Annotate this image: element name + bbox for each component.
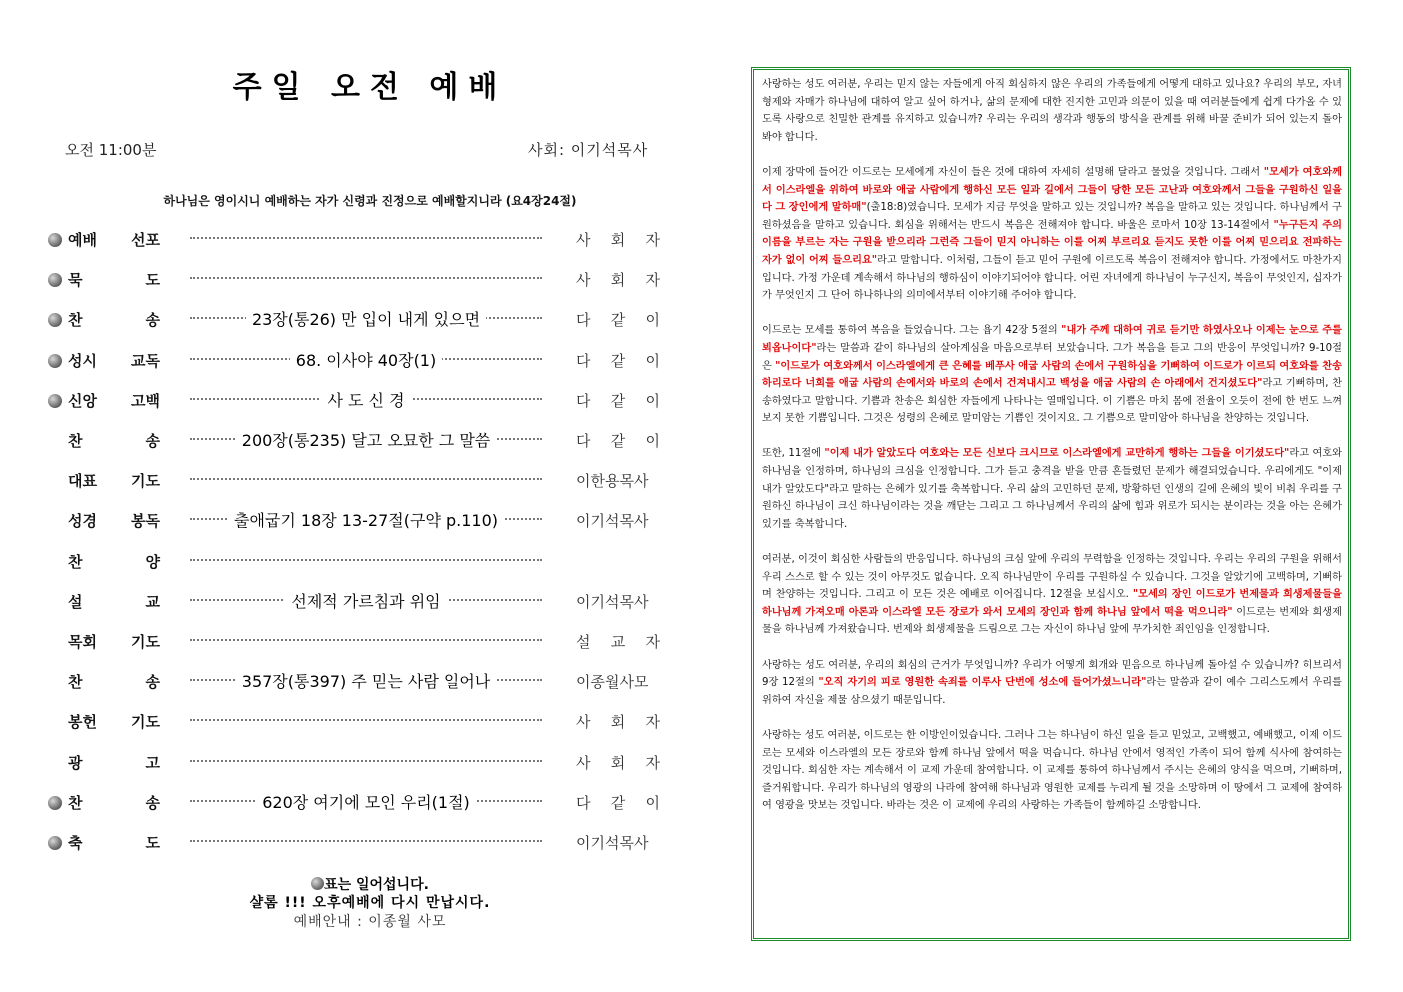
scripture-quote: "이제 내가 알았도다 여호와는 모든 신보다 크시므로 이스라엘에게 교만하게 행하는 그들을 이기셨도다" (824, 448, 1290, 460)
sermon-text: 이제 장막에 들어간 이드로는 모세에게 자신이 들은 것에 대하여 자세히 설명해 달라고 물었을 것입니다. 그래서 (762, 166, 1264, 178)
order-person-part: 이종월사모 (576, 673, 649, 692)
order-label-part: 송 (145, 311, 160, 330)
order-row (40, 506, 680, 536)
order-label-part: 송 (145, 793, 160, 812)
order-label (68, 631, 160, 652)
order-label-part: 기도 (131, 472, 160, 491)
order-person (576, 671, 660, 692)
sermon-text: 이드로는 모세를 통하여 복음을 들었습니다. 그는 욥기 42장 5절의 (762, 325, 1062, 337)
order-label-part: 양 (145, 552, 160, 571)
stand-note-text: 표는 일어섭니다. (324, 877, 429, 893)
order-label-part: 고 (145, 753, 160, 772)
order-content (190, 508, 542, 531)
order-label-part: 목회 (68, 633, 97, 651)
order-content (190, 669, 542, 692)
sermon-text: (출18:8)였습니다. 모세가 지금 무엇을 말하고 있는 것입니까? 복음을 말하고 있는 것입니다. 하나님께서 구원하셨음을 말하고 있습니다. 회심을 위해서는 반드시 복음은 전해져야 합니다. 바울은 로마서 10장 13-14절에서 (762, 202, 1342, 231)
order-person-part: 사 (576, 753, 591, 772)
order-person-part: 회 (610, 713, 626, 732)
order-person (576, 390, 660, 411)
order-label-part: 기도 (131, 633, 160, 651)
sermon-paragraph (762, 727, 1342, 815)
order-label (68, 792, 160, 813)
order-row (40, 587, 680, 617)
sermon-paragraph (762, 551, 1342, 639)
order-person-part: 이 (645, 391, 660, 410)
order-person (576, 309, 660, 330)
order-person-part: 사 (576, 231, 591, 249)
sermon-text: 사랑하는 성도 여러분, 이드로는 한 이방인이었습니다. 그러나 그는 하나님이 하신 일을 듣고 믿었고, 고백했고, 예배했고, 이제 이드로는 모세와 이스라엘의 모든 장로와 함께 하나님 앞에서 떡을 먹습니다. 하나님 안에서 영적인 가족이 되어 함께 식사에 참여하는 것입니다. 회심한 자는 계속해서 이 교제 가운데 참여합니다. 이 교제를 통하여 하나님께서 주시는 은혜의 양식을 먹으며, 기뻐하며, 즐거워합니다. 우리가 하나님의 영광의 나라에 참여해 하나님과 영원한 교제를 누리게 될 것을 소망하며 이 땅에서 그 교제에 참여하여 영광을 맛보는 것입니다. 바라는 것은 이 교제에 우리의 사랑하는 가족들이 함께하길 소망합니다. (762, 729, 1342, 812)
bullet-icon (48, 354, 62, 368)
order-person (576, 591, 660, 612)
order-label-part: 봉헌 (68, 713, 97, 732)
order-row (40, 466, 680, 496)
order-person-part: 자 (645, 753, 660, 772)
closing-greeting: 샬롬 !!! 오후예배에 다시 만납시다. (249, 895, 491, 911)
order-content-text: 출애굽기 18장 13-27절(구약 p.110) (228, 511, 504, 530)
order-content-text: 357장(통397) 주 믿는 사람 일어나 (236, 672, 496, 691)
order-person-part: 회 (610, 271, 626, 290)
order-label-part: 송 (145, 673, 160, 692)
scripture-quote: "누구든지 주의 이름을 부르는 자는 구원을 받으리라 그런즉 그들이 믿지 아니하는 이를 어찌 부르리요 듣지도 못한 이를 어찌 믿으리요 전파하는 자가 없이 어찌 들으리요" (762, 219, 1342, 266)
order-label (68, 470, 160, 491)
order-label-part: 축 (68, 834, 83, 852)
order-person-part: 같 (610, 311, 626, 330)
order-person (576, 752, 660, 773)
order-person-part: 자 (645, 271, 660, 290)
order-label-part: 고백 (131, 391, 160, 410)
order-row (40, 828, 680, 858)
order-content (190, 428, 542, 451)
order-person-part: 이 (645, 793, 660, 812)
order-label (68, 510, 160, 531)
bullet-icon (48, 394, 62, 408)
sermon-text: 라는 말씀과 같이 예수 그리스도께서 우리를 위하여 자신을 제물 삼으셨기 때문입니다. (762, 677, 1342, 706)
order-label-part: 도 (145, 834, 160, 852)
order-label (68, 430, 160, 451)
order-label-part: 교 (145, 592, 160, 611)
order-person-part: 자 (645, 633, 660, 651)
sermon-paragraph (762, 76, 1342, 146)
order-label-part: 송 (145, 432, 160, 450)
bulletin-panel (40, 0, 680, 992)
page-title: 주일 오전 예배 (232, 70, 508, 105)
order-person-part: 회 (610, 231, 626, 249)
dotted-leader (190, 840, 542, 842)
order-label (68, 591, 160, 612)
order-person-part: 이한용목사 (576, 472, 649, 491)
sermon-paragraph (762, 322, 1342, 428)
order-person-part: 이기석목사 (576, 834, 649, 852)
order-person (576, 430, 660, 451)
order-label (68, 390, 160, 411)
order-person-part: 다 (576, 351, 591, 370)
order-person-part: 이 (645, 432, 660, 450)
dotted-leader (190, 478, 542, 480)
order-row (40, 748, 680, 778)
bullet-icon (311, 877, 324, 890)
sermon-paragraph (762, 164, 1342, 305)
bullet-icon (48, 313, 62, 327)
order-person-part: 같 (610, 793, 626, 812)
order-person-part: 사 (576, 713, 591, 732)
order-row (40, 667, 680, 697)
order-person-part: 자 (645, 713, 660, 732)
order-label-part: 찬 (68, 793, 83, 812)
sermon-paragraph (762, 657, 1342, 710)
dotted-leader (190, 237, 542, 239)
order-content-text: 620장 여기에 모인 우리(1절) (256, 793, 476, 812)
order-person (576, 631, 660, 652)
order-person (576, 711, 660, 732)
sermon-text: 여러분, 이것이 회심한 사람들의 반응입니다. 하나님의 크심 앞에 우리의 무력함을 인정하는 것입니다. 우리는 우리의 구원을 위해서 우리 스스로 할 수 있는 것이 아무것도 없습니다. 오직 하나님만이 우리를 구원하실 수 있습니다. 그것을 알았기에 고백하며, 기뻐하며 찬양하는 것입니다. 그리고 이 모든 것은 예배로 이어집니다. 12절을 보십시오. (762, 554, 1342, 601)
order-person (576, 792, 660, 813)
scripture-quote: "내가 주께 대하여 귀로 듣기만 하였사오나 이제는 눈으로 주를 뵈옵나이다" (762, 325, 1342, 354)
order-label-part: 대표 (68, 472, 97, 491)
sermon-text: 이드로는 번제와 희생제물을 하나님께 가져왔습니다. 번제와 희생제물을 드림으로 그는 자신이 하나님 앞에 무가치한 죄인임을 인정합니다. (762, 606, 1342, 636)
worship-guide: 예배안내 : 이종월 사모 (293, 914, 447, 930)
sermon-text: 또한, 11절에 (762, 448, 825, 460)
sermon-text: 라는 말씀과 같이 하나님의 살아계심을 마음으로부터 보았습니다. 그가 복음을 듣고 그의 반응이 무엇입니까? 9-10절은 (762, 342, 1342, 372)
order-label (68, 551, 160, 572)
dotted-leader (190, 277, 542, 279)
order-label-part: 도 (145, 271, 160, 290)
order-person (576, 269, 660, 290)
order-content (190, 790, 542, 813)
order-row (40, 225, 680, 255)
scripture-quote: "모세가 여호와께서 이스라엘을 위하여 바로와 애굽 사람에게 행하신 모든 일과 길에서 그들이 당한 모든 고난과 여호와께서 그들을 구원하신 일을 다 그 장인에게 말하매" (762, 166, 1342, 214)
sermon-text: 사랑하는 성도 여러분, 우리는 믿지 않는 자들에게 아직 회심하지 않은 우리의 가족들에게 어떻게 대하고 있나요? 우리의 부모, 자녀 형제와 자매가 하나님에 대하여 알고 싶어 하거나, 삶의 문제에 대한 진지한 고민과 의문이 있을 때 여러분들에게 쉽게 다가올 수 있도록 사랑으로 친밀한 관계를 유지하고 있습니까? 우리는 우리의 생각과 행동의 방식을 관계를 위해 바꿀 준비가 되어 있는지 돌아봐야 합니다. (762, 79, 1342, 143)
order-label-part: 봉독 (131, 512, 160, 531)
order-person-part: 이기석목사 (576, 512, 649, 531)
order-person-part: 회 (610, 753, 626, 772)
order-person-part: 다 (576, 793, 591, 812)
order-row (40, 547, 680, 577)
service-time: 오전 11:00분 (65, 141, 157, 159)
order-label (68, 229, 160, 250)
bullet-icon (48, 233, 62, 247)
order-person (576, 350, 660, 371)
order-content (190, 348, 542, 371)
order-person-part: 같 (610, 351, 626, 370)
order-row (40, 627, 680, 657)
order-label (68, 350, 160, 371)
order-row (40, 788, 680, 818)
order-label-part: 찬 (68, 311, 83, 330)
order-content-text: 200장(통235) 달고 오묘한 그 말씀 (236, 431, 496, 450)
order-label-part: 신앙 (68, 391, 97, 410)
scripture-quote: "오직 자기의 피로 영원한 속죄를 이루사 단번에 성소에 들어가셨느니라" (818, 677, 1147, 689)
order-label-part: 성시 (68, 351, 97, 370)
bullet-icon (48, 796, 62, 810)
dotted-leader (190, 559, 542, 561)
order-label-part: 기도 (131, 713, 160, 732)
stand-note (40, 874, 700, 894)
order-person-part: 이 (645, 351, 660, 370)
bullet-icon (48, 273, 62, 287)
order-person-part: 다 (576, 311, 591, 330)
order-person (576, 229, 660, 250)
order-content (190, 307, 542, 330)
order-label (68, 269, 160, 290)
order-person-part: 다 (576, 391, 591, 410)
service-host: 사회: 이기석목사 (528, 141, 649, 159)
order-person-part: 다 (576, 432, 591, 450)
order-row (40, 707, 680, 737)
bullet-icon (48, 836, 62, 850)
order-person-part: 자 (645, 231, 660, 249)
order-label-part: 묵 (68, 271, 83, 290)
order-row (40, 426, 680, 456)
order-label-part: 선포 (131, 231, 160, 249)
scripture-quote: "모세의 장인 이드로가 번제물과 희생제물들을 하나님께 가져오매 아론과 이스라엘 모든 장로가 와서 모세의 장인과 함께 하나님 앞에서 떡을 먹으니라" (762, 589, 1342, 618)
order-person (576, 510, 660, 531)
order-label-part: 성경 (68, 512, 97, 531)
order-label-part: 광 (68, 753, 83, 772)
sermon-text: 라고 기뻐하며, 찬송하였다고 말합니다. 기쁨과 찬송은 회심한 자들에게 나타나는 열매입니다. 이 기쁨은 마치 몸에 전율이 오듯이 전에 한 번도 느껴보지 못한 기쁨입니다. 그것은 성령의 은혜로 말미암는 기쁨인 것이지요. 그 기쁨으로 말미암아 하나님을 찬양하는 것입니다. (762, 378, 1342, 425)
order-person-part: 이 (645, 311, 660, 330)
order-content-text: 23장(통26) 만 입이 내게 있으면 (246, 310, 486, 329)
order-label-part: 찬 (68, 673, 83, 692)
order-person-part: 같 (610, 391, 626, 410)
order-person-part: 사 (576, 271, 591, 290)
order-person-part: 이기석목사 (576, 592, 649, 611)
order-person-part: 같 (610, 432, 626, 450)
order-label-part: 설 (68, 592, 83, 611)
order-content-text: 선제적 가르침과 위임 (285, 592, 446, 611)
sermon-paragraph (762, 445, 1342, 533)
order-person-part: 교 (610, 633, 626, 651)
order-person (576, 470, 660, 491)
order-label (68, 752, 160, 773)
order-content-text: 사 도 신 경 (321, 391, 410, 410)
order-content (190, 589, 542, 612)
order-label-part: 찬 (68, 552, 83, 571)
order-row (40, 265, 680, 295)
order-row (40, 305, 680, 335)
order-row (40, 346, 680, 376)
order-label-part: 교독 (131, 351, 160, 370)
theme-verse: 하나님은 영이시니 예배하는 자가 신령과 진정으로 예배할지니라 (요4장24절) (163, 194, 577, 208)
order-content (190, 388, 542, 411)
sermon-text: 사랑하는 성도 여러분, 우리의 회심의 근거가 무엇입니까? 우리가 어떻게 회개와 믿음으로 하나님께 돌아설 수 있습니까? 히브리서 9장 12절의 (762, 659, 1342, 689)
sermon-text: 라고 말합니다. 이처럼, 그들이 듣고 믿어 구원에 이르도록 복음이 전해져야 합니다. 가정에서도 마찬가지입니다. 가정 가운데 계속해서 하나님의 행하심이 이야기되어야 합니다. 어린 자녀에게 하나님이 누구신지, 복음이 무엇인지, 십자가가 무엇인지 그 단어 하나하나의 의미에서부터 이야기해 주어야 합니다. (762, 254, 1342, 302)
order-label (68, 832, 160, 853)
dotted-leader (190, 760, 542, 762)
dotted-leader (190, 639, 542, 641)
order-label-part: 예배 (68, 231, 97, 249)
order-person-part: 설 (576, 633, 591, 651)
order-label (68, 671, 160, 692)
scripture-quote: "이드로가 여호와께서 이스라엘에게 큰 은혜를 베푸사 애굽 사람의 손에서 구원하심을 기뻐하여 이드로가 이르되 여호와를 찬송하리로다 너희를 애굽 사람의 손에서와 바로의 손에서 건져내시고 백성을 애굽 사람의 손 아래에서 건지셨도다" (762, 360, 1342, 390)
order-row (40, 386, 680, 416)
order-content-text: 68. 이사야 40장(1) (290, 351, 442, 370)
order-person (576, 832, 660, 853)
sermon-panel (751, 67, 1351, 941)
sermon-text: 라고 여호와 하나님을 인정하며, 하나님의 크심을 인정합니다. 그가 듣고 충격을 받을 만큼 흔들렸던 문제가 해결되었습니다. 우리에게도 "이제 내가 알았도다"라고 말하는 은혜가 있기를 축복합니다. 우리 삶의 고민하던 문제, 방황하던 인생의 길에 은혜의 빛이 비춰 우리를 구원하신 하나님이 크신 하나님이라는 것을 깨닫는 그리고 그 하나님께서 우리의 삶에 힘과 위로가 되시는 분이라는 것을 아는 은혜가 있기를 축복합니다. (762, 448, 1342, 530)
order-label (68, 711, 160, 732)
order-label-part: 찬 (68, 432, 83, 450)
order-label (68, 309, 160, 330)
dotted-leader (190, 719, 542, 721)
